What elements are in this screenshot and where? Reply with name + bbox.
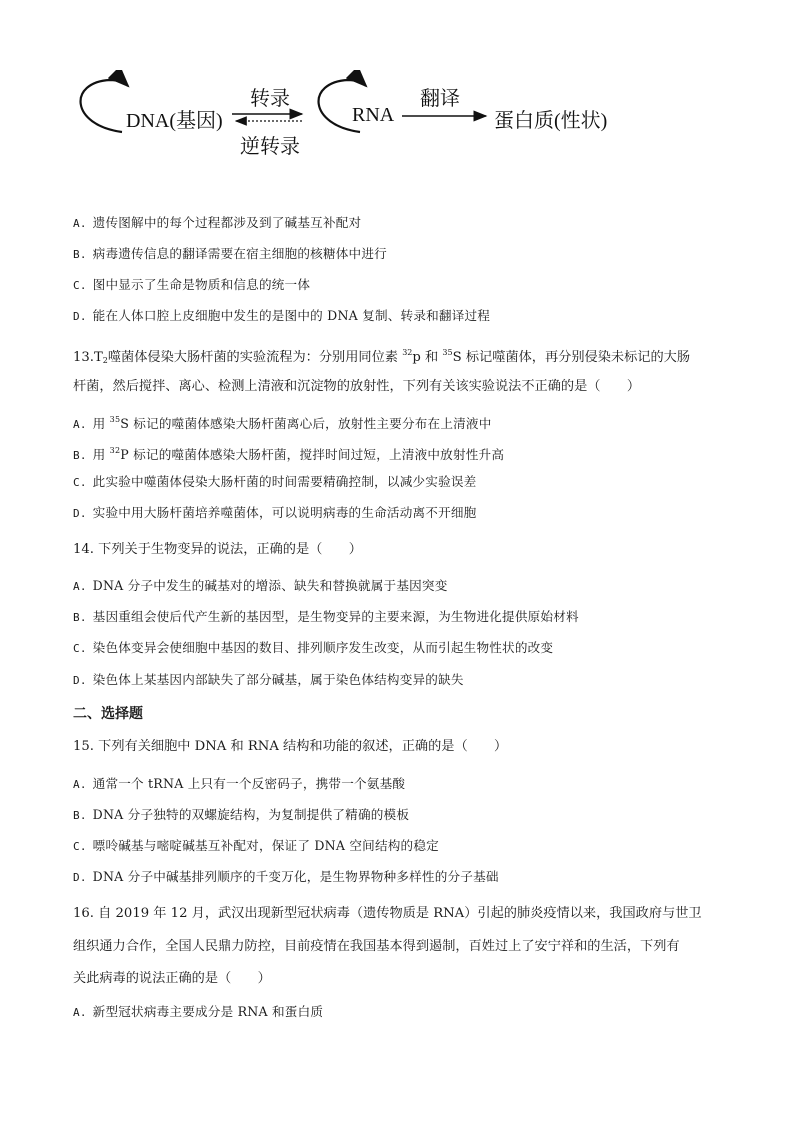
q12-option-d: D. 能在人体口腔上皮细胞中发生的是图中的 DNA 复制、转录和翻译过程: [73, 308, 491, 323]
reverse-transcription-label: 逆转录: [240, 136, 300, 158]
q15-option-a: A. 通常一个 tRNA 上只有一个反密码子，携带一个氨基酸: [73, 776, 406, 791]
q13-option-b: B. 用 $^{32}$P 标记的噬菌体感染大肠杆菌，搅拌时间过短，上清液中放射性升高: [73, 446, 505, 462]
protein-label: 蛋白质(性状): [494, 110, 608, 132]
q14-option-a: A. DNA 分子中发生的碱基对的增添、缺失和替换就属于基因突变: [73, 578, 448, 593]
q14-option-b: B. 基因重组会使后代产生新的基因型，是生物变异的主要来源，为生物进化提供原始材料: [73, 609, 579, 624]
dna-replication-loop: [81, 80, 128, 132]
q15-option-d: D. DNA 分子中碱基排列顺序的千变万化，是生物界物种多样性的分子基础: [73, 869, 499, 884]
q12-option-c: C. 图中显示了生命是物质和信息的统一体: [73, 277, 311, 292]
q14-stem: 14. 下列关于生物变异的说法，正确的是（ ）: [73, 542, 362, 557]
q12-option-b: B. 病毒遗传信息的翻译需要在宿主细胞的核糖体中进行: [73, 246, 387, 261]
central-dogma-diagram: [70, 70, 650, 170]
q16-stem-line3: 关此病毒的说法正确的是（ ）: [73, 971, 271, 986]
dna-label: DNA(基因): [126, 110, 223, 132]
section-heading: 二、选择题: [73, 706, 143, 722]
rna-label: RNA: [352, 104, 395, 126]
q13-stem-line1: $13.T_2$噬菌体侵染大肠杆菌的实验流程为：分别用同位素 $^{32}$p 和 $^{35}$S 标记噬菌体，再分别侵染未标记的大肠: [73, 348, 691, 365]
q16-option-a: A. 新型冠状病毒主要成分是 RNA 和蛋白质: [73, 1004, 324, 1019]
q14-option-d: D. 染色体上某基因内部缺失了部分碱基，属于染色体结构变异的缺失: [73, 672, 464, 687]
q15-stem: 15. 下列有关细胞中 DNA 和 RNA 结构和功能的叙述，正确的是（ ）: [73, 739, 508, 754]
q13-option-a: A. 用 $^{35}$S 标记的噬菌体感染大肠杆菌离心后，放射性主要分布在上清液中: [73, 415, 492, 431]
transcription-label: 转录: [250, 88, 290, 110]
q16-stem-line2: 组织通力合作，全国人民鼎力防控，目前疫情在我国基本得到遏制，百姓过上了安宁祥和的生活，下列有: [73, 939, 680, 954]
q13-stem-line2: 杆菌，然后搅拌、离心、检测上清液和沉淀物的放射性，下列有关该实验说法不正确的是（ ）: [73, 379, 641, 394]
q16-stem-line1: 16. 自 2019 年 12 月，武汉出现新型冠状病毒（遗传物质是 RNA）引起的肺炎疫情以来，我国政府与世卫: [73, 906, 702, 921]
q14-option-c: C. 染色体变异会使细胞中基因的数目、排列顺序发生改变，从而引起生物性状的改变: [73, 640, 554, 655]
translation-label: 翻译: [420, 88, 460, 110]
q13-option-c: C. 此实验中噬菌体侵染大肠杆菌的时间需要精确控制，以减少实验误差: [73, 474, 477, 489]
q15-option-b: B. DNA 分子独特的双螺旋结构，为复制提供了精确的模板: [73, 807, 410, 822]
q12-option-a: A. 遗传图解中的每个过程都涉及到了碱基互补配对: [73, 215, 362, 230]
q13-option-d: D. 实验中用大肠杆菌培养噬菌体，可以说明病毒的生命活动离不开细胞: [73, 505, 477, 520]
q15-option-c: C. 嘌呤碱基与嘧啶碱基互补配对，保证了 DNA 空间结构的稳定: [73, 838, 439, 853]
